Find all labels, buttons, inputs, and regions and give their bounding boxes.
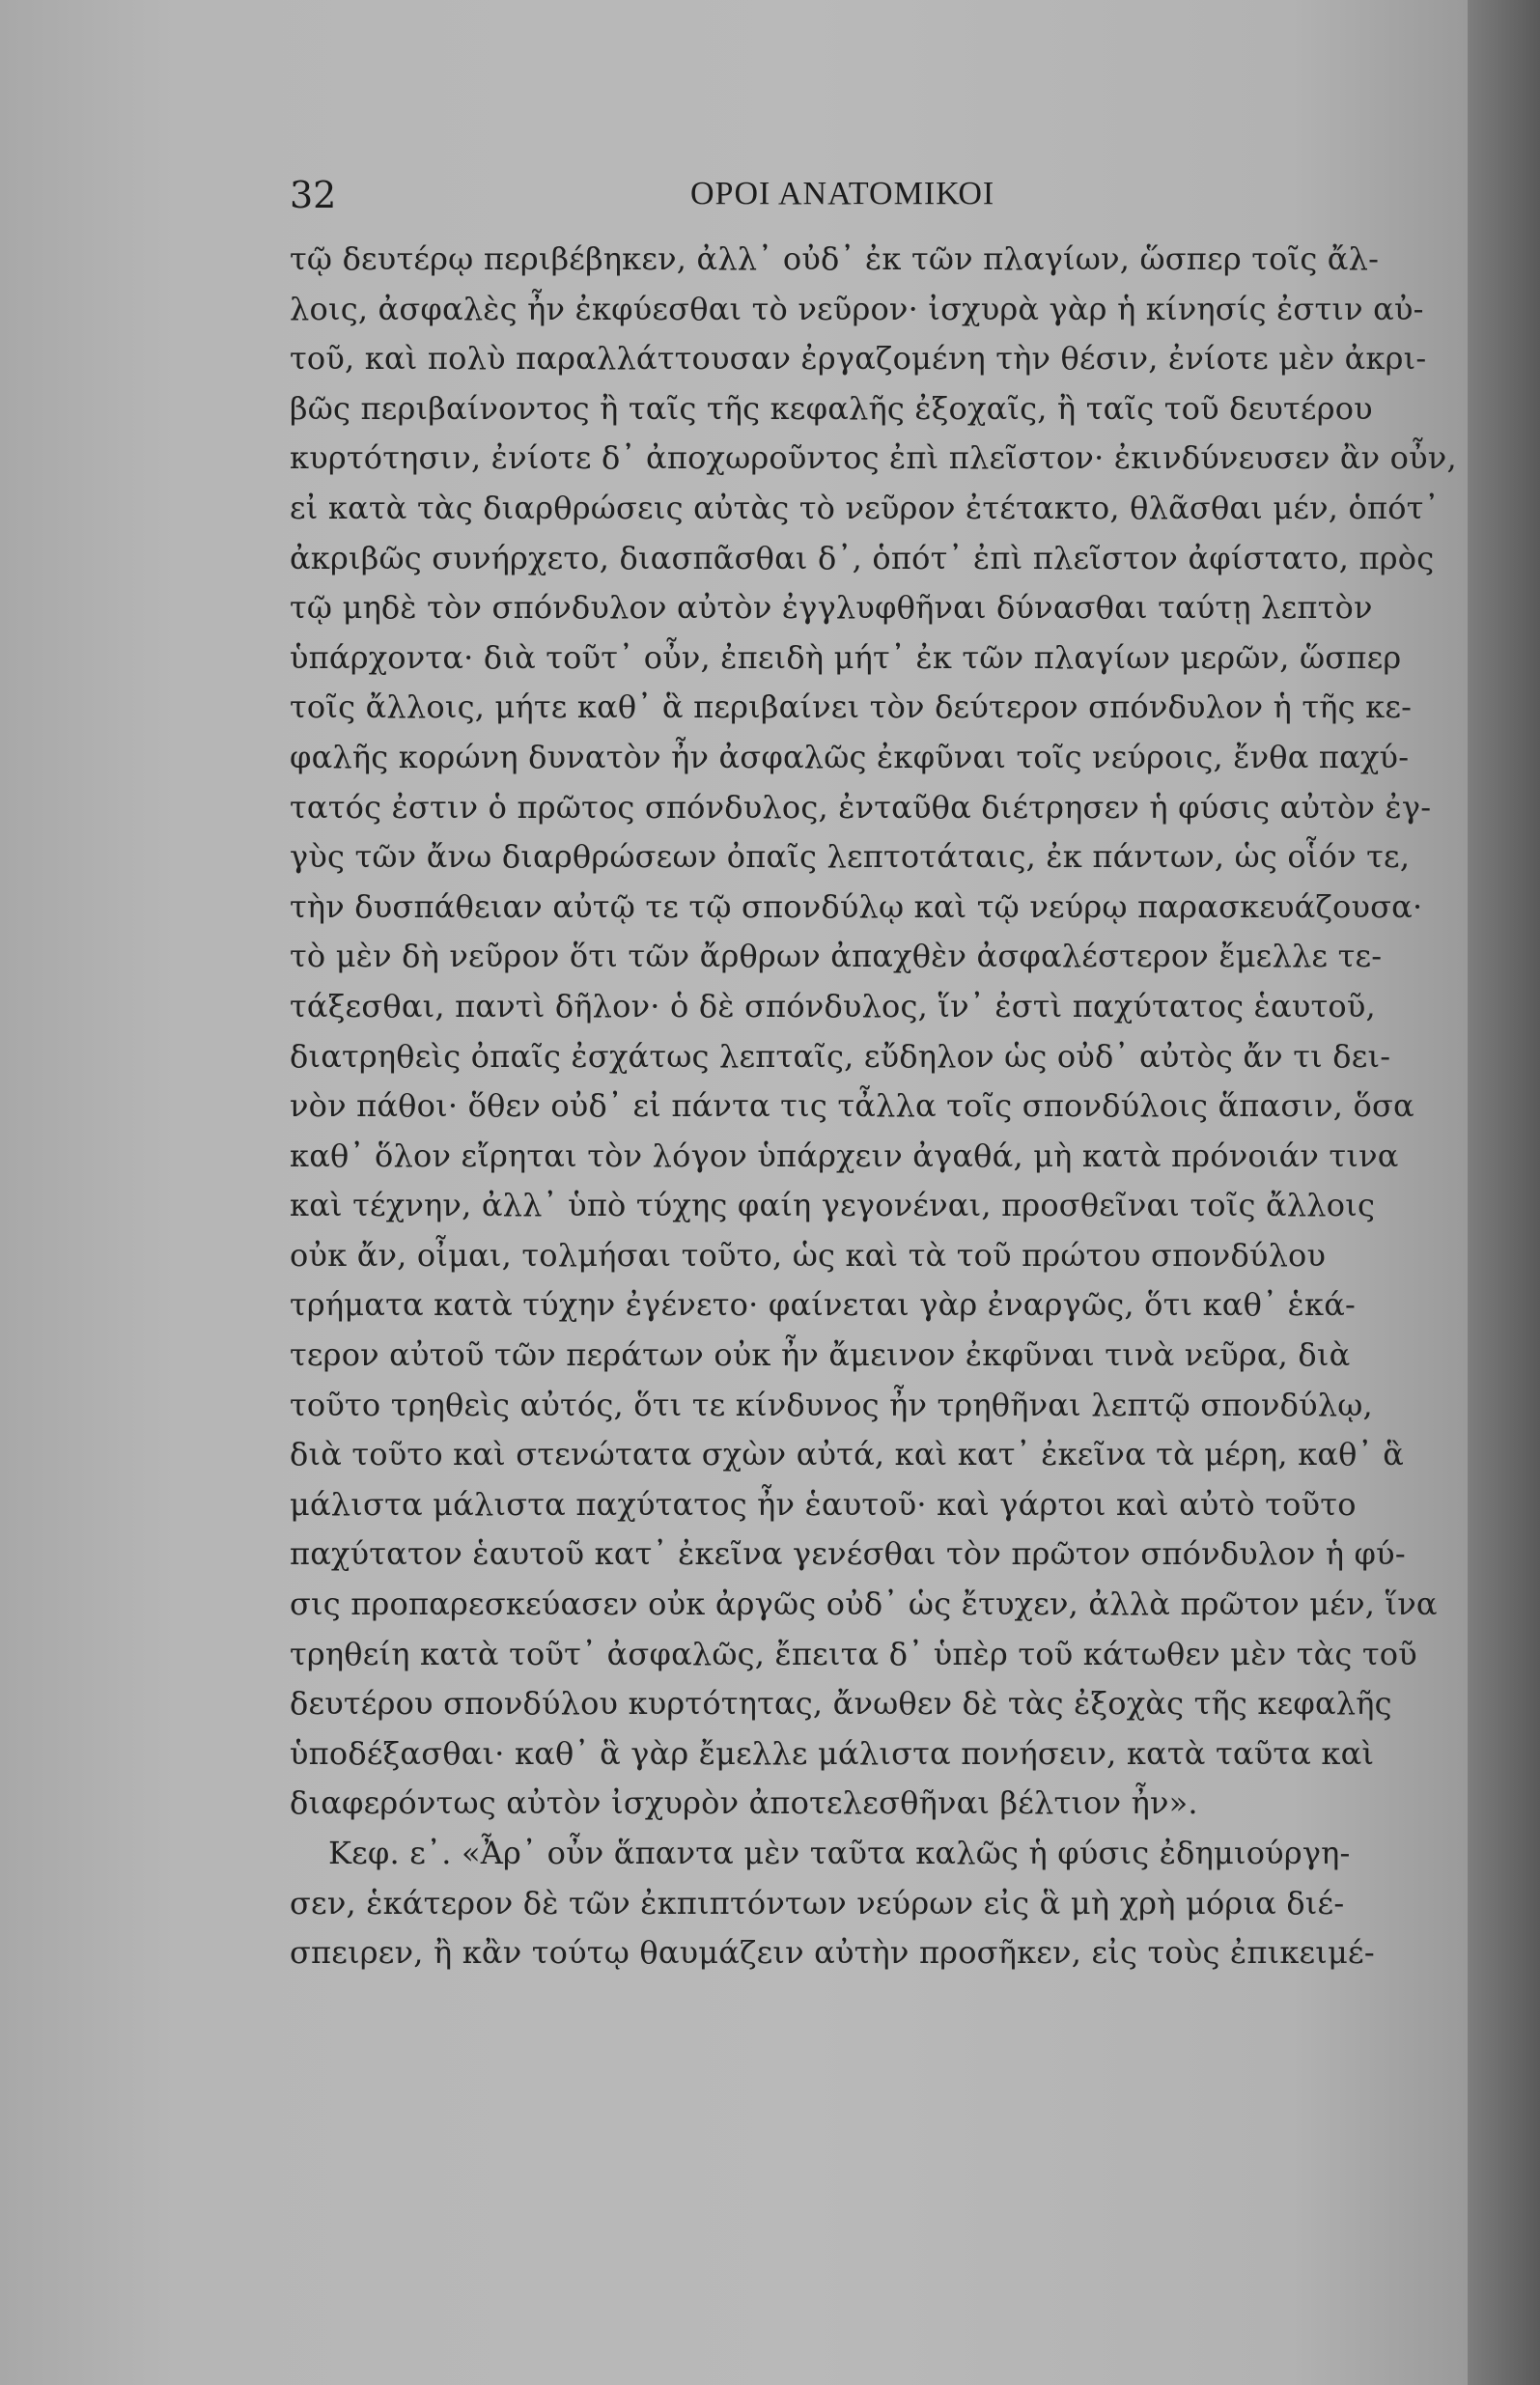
text-line: τοῖς ἄλλοις, μήτε καθ᾽ ἃ περιβαίνει τὸν δεύτερον σπόνδυλον ἡ τῆς κε-: [290, 688, 1413, 726]
text-line: βῶς περιβαίνοντος ἢ ταῖς τῆς κεφαλῆς ἐξοχαῖς, ἢ ταῖς τοῦ δευτέρου: [290, 389, 1373, 427]
text-line: διατρηθεὶς ὀπαῖς ἐσχάτως λεπταῖς, εὔδηλον ὡς οὐδ᾽ αὐτὸς ἄν τι δει-: [290, 1037, 1391, 1075]
text-line: φαλῆς κορώνη δυνατὸν ἦν ἀσφαλῶς ἐκφῦναι τοῖς νεύροις, ἔνθα παχύ-: [290, 738, 1410, 775]
text-line: τὸ μὲν δὴ νεῦρον ὅτι τῶν ἄρθρων ἀπαχθὲν ἀσφαλέστερον ἔμελλε τε-: [290, 938, 1383, 975]
text-line: μάλιστα μάλιστα παχύτατος ἦν ἑαυτοῦ· καὶ γάρτοι καὶ αὐτὸ τοῦτο: [290, 1485, 1357, 1523]
text-line: διαφερόντως αὐτὸν ἰσχυρὸν ἀποτελεσθῆναι βέλτιον ἦν».: [290, 1784, 1198, 1822]
text-line: γὺς τῶν ἄνω διαρθρώσεων ὀπαῖς λεπτοτάταις, ἐκ πάντων, ὡς οἷόν τε,: [290, 838, 1411, 876]
text-line: τῷ μηδὲ τὸν σπόνδυλον αὐτὸν ἐγγλυφθῆναι δύνασθαι ταύτῃ λεπτὸν: [290, 589, 1373, 627]
text-line: καὶ τέχνην, ἀλλ᾽ ὑπὸ τύχης φαίη γεγονέναι, προσθεῖναι τοῖς ἄλλοις: [290, 1187, 1376, 1224]
page-header: [290, 174, 1361, 222]
running-title: ΟΡΟΙ ΑΝΑΤΟΜΙΚΟΙ: [690, 176, 995, 211]
text-line: σπειρεν, ἢ κἂν τούτῳ θαυμάζειν αὐτὴν προσῆκεν, εἰς τοὺς ἐπικειμέ-: [290, 1934, 1375, 1972]
text-line: τάξεσθαι, παντὶ δῆλον· ὁ δὲ σπόνδυλος, ἵν᾽ ἐστὶ παχύτατος ἑαυτοῦ,: [290, 987, 1376, 1024]
text-line: σεν, ἑκάτερον δὲ τῶν ἐκπιπτόντων νεύρων εἰς ἃ μὴ χρὴ μόρια διέ-: [290, 1884, 1345, 1922]
text-line: εἰ κατὰ τὰς διαρθρώσεις αὐτὰς τὸ νεῦρον ἐτέτακτο, θλᾶσθαι μέν, ὁπότ᾽: [290, 489, 1440, 526]
text-line: ὑπάρχοντα· διὰ τοῦτ᾽ οὖν, ἐπειδὴ μήτ᾽ ἐκ τῶν πλαγίων μερῶν, ὥσπερ: [290, 638, 1402, 676]
text-line: οὐκ ἄν, οἶμαι, τολμήσαι τοῦτο, ὡς καὶ τὰ τοῦ πρώτου σπονδύλου: [290, 1236, 1327, 1274]
chapter-start-line: Κεφ. ε᾽. «Ἆρ᾽ οὖν ἅπαντα μὲν ταῦτα καλῶς ἡ φύσις ἐδημιούργη-: [328, 1835, 1351, 1871]
text-line: λοις, ἀσφαλὲς ἦν ἐκφύεσθαι τὸ νεῦρον· ἰσχυρὰ γὰρ ἡ κίνησίς ἐστιν αὐ-: [290, 290, 1424, 327]
text-line: δευτέρου σπονδύλου κυρτότητας, ἄνωθεν δὲ τὰς ἐξοχὰς τῆς κεφαλῆς: [290, 1685, 1392, 1723]
text-line: τερον αὐτοῦ τῶν περάτων οὐκ ἦν ἄμεινον ἐκφῦναι τινὰ νεῦρα, διὰ: [290, 1336, 1351, 1374]
text-line: παχύτατον ἑαυτοῦ κατ᾽ ἐκεῖνα γενέσθαι τὸν πρῶτον σπόνδυλον ἡ φύ-: [290, 1535, 1406, 1573]
text-line: τῷ δευτέρῳ περιβέβηκεν, ἀλλ᾽ οὐδ᾽ ἐκ τῶν πλαγίων, ὥσπερ τοῖς ἄλ-: [290, 240, 1380, 277]
text-line: τρηθείη κατὰ τοῦτ᾽ ἀσφαλῶς, ἔπειτα δ᾽ ὑπὲρ τοῦ κάτωθεν μὲν τὰς τοῦ: [290, 1635, 1417, 1672]
text-line: διὰ τοῦτο καὶ στενώτατα σχὼν αὐτά, καὶ κατ᾽ ἐκεῖνα τὰ μέρη, καθ᾽ ἃ: [290, 1436, 1405, 1473]
text-line: κυρτότησιν, ἐνίοτε δ᾽ ἀποχωροῦντος ἐπὶ πλεῖστον· ἐκινδύνευσεν ἂν οὖν,: [290, 439, 1457, 477]
text-line: νὸν πάθοι· ὅθεν οὐδ᾽ εἰ πάντα τις τἆλλα τοῖς σπονδύλοις ἅπασιν, ὅσα: [290, 1087, 1414, 1125]
body-text: [290, 235, 1457, 1978]
text-line: τοῦτο τρηθεὶς αὐτός, ὅτι τε κίνδυνος ἦν τρηθῆναι λεπτῷ σπονδύλῳ,: [290, 1386, 1373, 1423]
text-line: τρήματα κατὰ τύχην ἐγένετο· φαίνεται γὰρ ἐναργῶς, ὅτι καθ᾽ ἑκά-: [290, 1286, 1357, 1324]
text-line: τὴν δυσπάθειαν αὐτῷ τε τῷ σπονδύλῳ καὶ τῷ νεύρῳ παρασκευάζουσα·: [290, 887, 1423, 925]
text-line: καθ᾽ ὅλον εἴρηται τὸν λόγον ὑπάρχειν ἀγαθά, μὴ κατὰ πρόνοιάν τινα: [290, 1136, 1399, 1174]
text-line: ὑποδέξασθαι· καθ᾽ ἃ γὰρ ἔμελλε μάλιστα πονήσειν, κατὰ ταῦτα καὶ: [290, 1734, 1375, 1772]
text-line: ἀκριβῶς συνήρχετο, διασπᾶσθαι δ᾽, ὁπότ᾽ ἐπὶ πλεῖστον ἀφίστατο, πρὸς: [290, 539, 1435, 576]
page-number: 32: [290, 174, 337, 216]
text-line: τατός ἐστιν ὁ πρῶτος σπόνδυλος, ἐνταῦθα διέτρησεν ἡ φύσις αὐτὸν ἐγ-: [290, 788, 1432, 826]
text-line: σις προπαρεσκεύασεν οὐκ ἀργῶς οὐδ᾽ ὡς ἔτυχεν, ἀλλὰ πρῶτον μέν, ἵνα: [290, 1585, 1438, 1623]
text-line: τοῦ, καὶ πολὺ παραλλάττουσαν ἐργαζομένη τὴν θέσιν, ἐνίοτε μὲν ἀκρι-: [290, 340, 1427, 378]
book-spine-shadow: [1468, 0, 1540, 2385]
